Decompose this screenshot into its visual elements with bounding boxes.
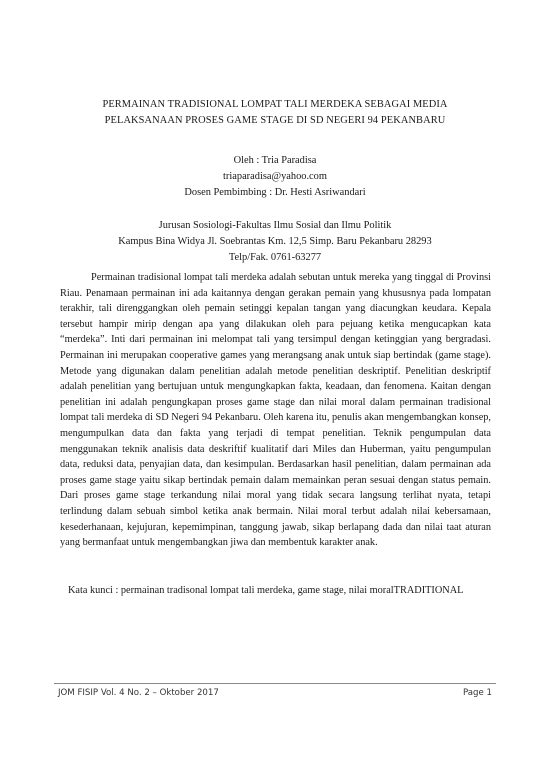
abstract — [60, 270, 491, 551]
keywords: Kata kunci : permainan tradisonal lompat tali merdeka, game stage, nilai moralTRADITIONAL — [68, 585, 464, 596]
author-email: triaparadisa@yahoo.com — [223, 171, 327, 182]
title-line-1: PERMAINAN TRADISIONAL LOMPAT TALI MERDEKA SEBAGAI MEDIA — [102, 99, 448, 110]
department: Jurusan Sosiologi-Fakultas Ilmu Sosial dan Ilmu Politik — [158, 220, 392, 231]
author-block — [60, 153, 490, 201]
abstract-paragraph: Permainan tradisional lompat tali merdeka adalah sebutan untuk mereka yang tinggal di Provinsi Riau. Penamaan permainan ini ada kaitannya dengan gerakan pemain yang khususnya pada lompatan terakhir, tali direnggangkan oleh pemain setinggi kepalan tangan yang diacungkan keudara. Kepala tersebut hampir mirip dengan apa yang dilakukan oleh para pejuang ketika mengucapkan kata “merdeka”. Inti dari permainan ini melompat tali yang tersimpul dengan ketinggian yang bergradasi. Permainan ini merupakan cooperative games yang merangsang anak untuk siap bertindak (game stage). Metode yang digunakan dalam penelitian adalah metode penelitian deskriptif. Penelitian deskriptif adalah penelitian yang bertujuan untuk mengungkapkan fakta, keadaan, dan fenomena. Kaitan dengan penelitian ini adalah pengungkapan proses game stage dan nilai moral dalam permainan tradisional lompat tali merdeka di SD Negeri 94 Pekanbaru. Oleh karena itu, penulis akan mengembangkan konsep, mengumpulkan data dan fakta yang terjadi di tempat penelitian. Teknik pengumpulan data menggunakan teknik analisis data deskriftif kualitatif dari Miles dan Huberman, yaitu pengumpulan data, reduksi data, penyajian data, dan kesimpulan. Berdasarkan hasil penelitian, dalam permainan ada proses game stage yaitu sikap bertindak pemain dalam memainkan peran sesuai dengan status pemain. Dari proses game stage terkandung nilai moral yang tidak secara langsung terlihat nyata, tetapi terlindung dalam sebuah simbol ketika anak bermain. Nilai moral terbut adalah nilai kebersamaan, kesederhanaan, kejujuran, kepemimpinan, tanggung jawab, sikap berlapang dada dan nilai taat aturan yang bermanfaat untuk mengembangkan jiwa dan membentuk karakter anak. — [60, 272, 491, 549]
footer-divider — [54, 683, 496, 684]
author-byline: Oleh : Tria Paradisa — [233, 155, 317, 166]
address: Kampus Bina Widya Jl. Soebrantas Km. 12,5 Simp. Baru Pekanbaru 28293 — [118, 236, 432, 247]
page-number: Page 1 — [462, 688, 492, 698]
supervisor: Dosen Pembimbing : Dr. Hesti Asriwandari — [184, 187, 366, 198]
phone: Telp/Fak. 0761-63277 — [228, 252, 322, 263]
paper-title — [60, 97, 490, 129]
page-footer — [58, 688, 492, 702]
title-line-2: PELAKSANAAN PROSES GAME STAGE DI SD NEGERI 94 PEKANBARU — [104, 115, 446, 126]
journal-citation: JOM FISIP Vol. 4 No. 2 – Oktober 2017 — [58, 688, 219, 698]
affiliation-block — [60, 218, 490, 266]
